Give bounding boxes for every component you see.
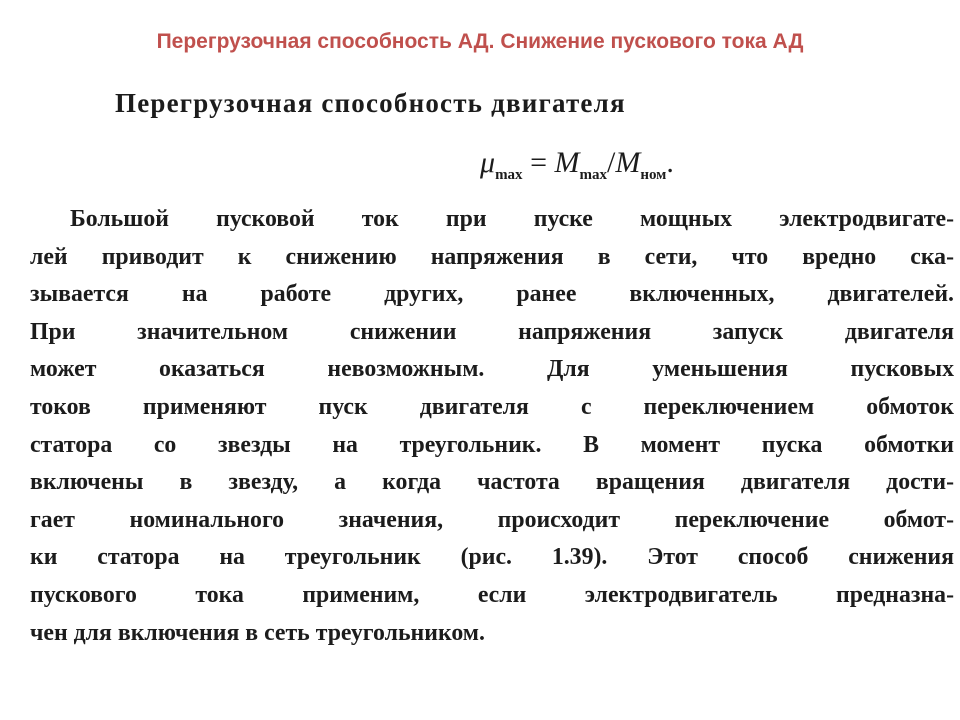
- text-line: ки статора на треугольник (рис. 1.39). Этот способ снижения: [30, 544, 954, 571]
- formula-m-nom: M: [615, 146, 641, 179]
- formula-equals: =: [522, 146, 555, 179]
- body-paragraph: [30, 201, 954, 652]
- formula-m-max: M: [554, 146, 580, 179]
- text-line: пускового тока применим, если электродвигатель предназна-: [30, 581, 954, 608]
- slide-title: Перегрузочная способность АД. Снижение пускового тока АД: [156, 30, 804, 53]
- scan-heading: Перегрузочная способность двигателя: [115, 88, 626, 118]
- formula-m-max-subscript: max: [579, 167, 607, 183]
- text-line: включены в звезду, а когда частота вращения двигателя дости-: [30, 469, 954, 496]
- text-line: Большой пусковой ток при пуске мощных электродвигате-: [70, 206, 954, 232]
- overload-formula: [480, 146, 674, 184]
- scanned-page: [30, 88, 960, 688]
- formula-m-nom-subscript: ном: [640, 167, 667, 183]
- formula-mu: μ: [480, 146, 496, 179]
- text-line: При значительном снижении напряжения запуск двигателя: [30, 318, 954, 345]
- formula-mu-subscript: max: [495, 167, 523, 183]
- text-line: статора со звезды на треугольник. В момент пуска обмотки: [30, 431, 954, 458]
- text-line: может оказаться невозможным. Для уменьшения пусковых: [30, 356, 954, 383]
- text-line: токов применяют пуск двигателя с переключением обмоток: [30, 393, 954, 420]
- formula-slash: /: [606, 146, 616, 179]
- text-line: гает номинального значения, происходит переключение обмот-: [30, 506, 954, 533]
- text-line: лей приводит к снижению напряжения в сети, что вредно ска-: [30, 243, 954, 270]
- formula-period: .: [666, 146, 674, 179]
- text-line: зывается на работе других, ранее включенных, двигателей.: [30, 281, 954, 308]
- text-line: чен для включения в сеть треугольником.: [30, 619, 485, 646]
